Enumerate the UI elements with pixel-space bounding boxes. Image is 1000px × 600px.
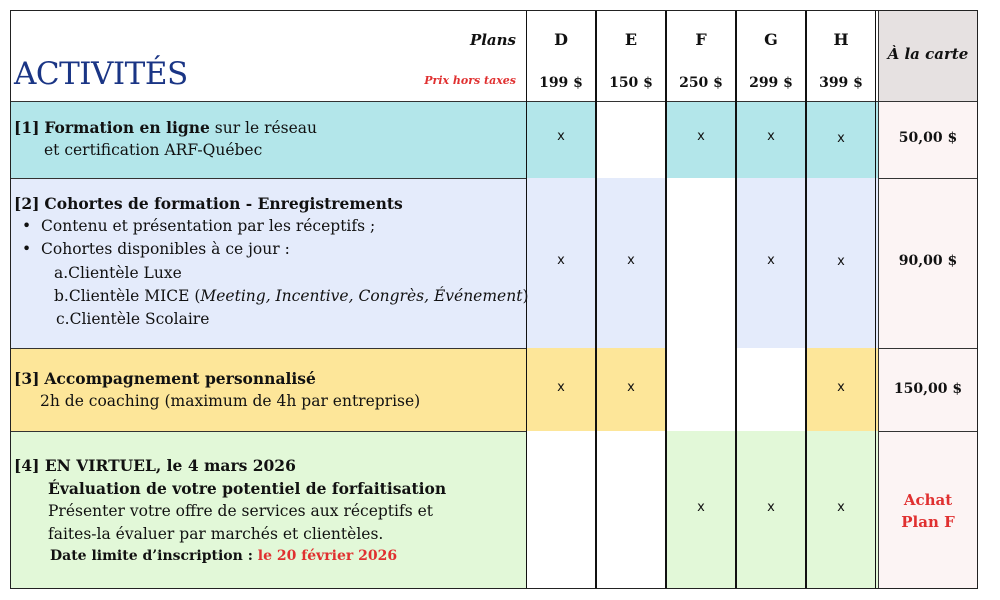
row3-line1 — [14, 367, 316, 391]
row2-num: [2] — [14, 194, 40, 213]
row2-sub-a — [54, 262, 182, 285]
row4-line3: Présenter votre offre de services aux réceptifs et — [48, 502, 434, 520]
mark-row4-G: x — [767, 500, 775, 515]
row4-title: EN VIRTUEL, le 4 mars 2026 — [39, 456, 296, 475]
row2-sub-b — [54, 285, 529, 308]
row1-title: Formation en ligne — [44, 118, 210, 137]
mark-row4-F: x — [697, 500, 705, 515]
mark-row2-E: x — [627, 253, 635, 268]
plan-price-G: 299 $ — [749, 75, 793, 91]
price-note: Prix hors taxes — [424, 74, 516, 87]
price-row4-line2: Plan F — [901, 513, 955, 531]
row1-title-rest: sur le réseau — [209, 119, 318, 137]
mark-row1-G: x — [767, 129, 775, 144]
plan-price-E: 150 $ — [609, 75, 653, 91]
row3-title: Accompagnement personnalisé — [44, 369, 316, 388]
row2-bullet-1 — [22, 215, 375, 238]
row4-subtitle: Évaluation de votre potentiel de forfaitisation — [48, 479, 447, 498]
row2-sub-c — [56, 308, 209, 331]
plan-letter-E: E — [624, 30, 638, 49]
price-row2: 90,00 $ — [898, 253, 958, 269]
plan-letter-G: G — [764, 30, 778, 49]
row4-line4: faites-la évaluer par marchés et clientèles. — [48, 525, 384, 543]
row4-num: [4] — [14, 456, 40, 475]
row2-bullet-2-text: Cohortes disponibles à ce jour : — [41, 240, 290, 258]
mark-row1-H: x — [837, 131, 845, 146]
plan-letter-H: H — [833, 30, 849, 49]
mark-row3-E: x — [627, 380, 635, 395]
sub-marker: b. — [54, 287, 69, 305]
plan-letter-D: D — [554, 30, 568, 49]
row2-sub-b-after: ) — [522, 287, 529, 305]
mark-row1-D: x — [557, 129, 565, 144]
price-row3: 150,00 $ — [893, 381, 963, 397]
deadline-date: le 20 février 2026 — [257, 548, 398, 564]
mark-row2-D: x — [557, 253, 565, 268]
row4-deadline — [50, 545, 397, 568]
row2-title: Cohortes de formation - Enregistrements — [44, 194, 403, 213]
row2-bullet-1-text: Contenu et présentation par les réceptifs ; — [41, 217, 376, 235]
mark-row2-G: x — [767, 253, 775, 268]
mark-row3-D: x — [557, 380, 565, 395]
sub-marker: c. — [56, 310, 70, 328]
sub-marker: a. — [54, 264, 69, 282]
row4-line1 — [14, 454, 296, 478]
row1-line2: et certification ARF-Québec — [44, 141, 263, 159]
mark-row1-F: x — [697, 129, 705, 144]
mark-row4-H: x — [837, 500, 845, 515]
row2-sub-b-text: Clientèle MICE ( — [68, 287, 201, 305]
plan-price-H: 399 $ — [819, 75, 863, 91]
mark-row3-H: x — [837, 380, 845, 395]
price-row1: 50,00 $ — [898, 130, 958, 146]
row2-sub-a-text: Clientèle Luxe — [68, 264, 182, 282]
row1-num: [1] — [14, 118, 40, 137]
plan-price-F: 250 $ — [679, 75, 723, 91]
plan-letter-F: F — [695, 30, 707, 49]
mark-row2-H: x — [837, 254, 845, 269]
bullet-icon: • — [22, 217, 32, 235]
bullet-icon: • — [22, 240, 32, 258]
row3-line2: 2h de coaching (maximum de 4h par entreprise) — [40, 392, 421, 410]
a-la-carte-header: À la carte — [887, 45, 969, 63]
row2-line1 — [14, 192, 403, 216]
price-row4-line1: Achat — [903, 491, 953, 509]
plan-price-D: 199 $ — [539, 75, 583, 91]
page-title: ACTIVITÉS — [14, 56, 188, 92]
deadline-label: Date limite d’inscription : — [50, 548, 258, 564]
row2-sub-b-italic: Meeting, Incentive, Congrès, Événement — [200, 287, 523, 305]
row3-num: [3] — [14, 369, 40, 388]
plans-label: Plans — [469, 31, 516, 49]
row1-line1 — [14, 116, 317, 140]
row2-sub-c-text: Clientèle Scolaire — [69, 310, 210, 328]
row2-bullet-2 — [22, 238, 290, 261]
